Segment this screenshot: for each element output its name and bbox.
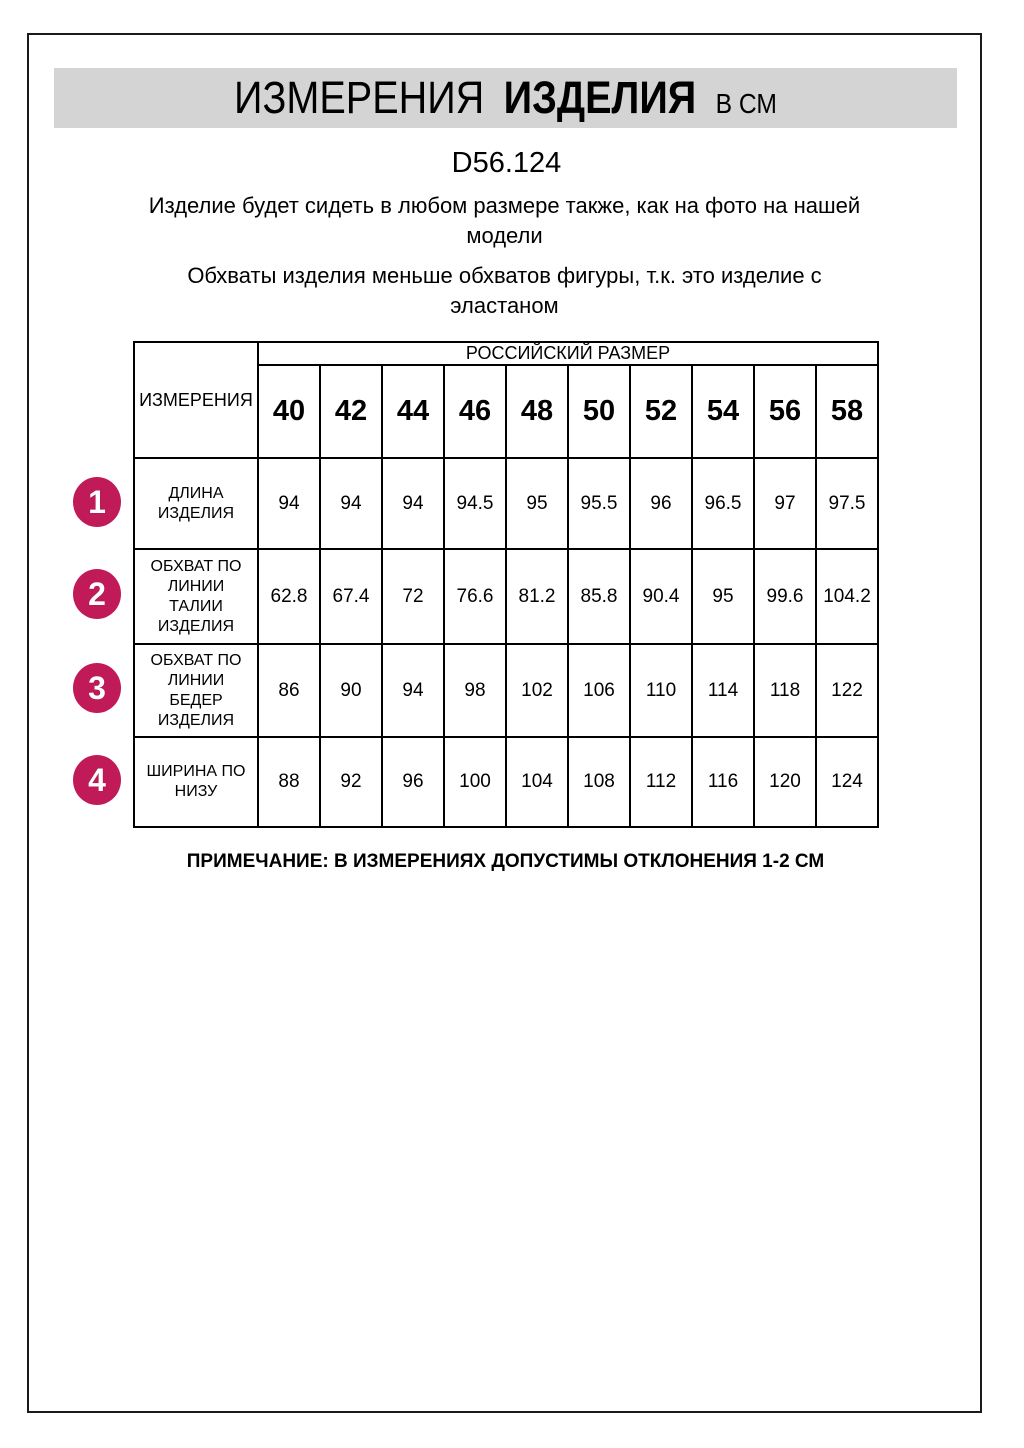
value-cell: 94 bbox=[382, 644, 444, 737]
row-number-badge-3: 3 bbox=[73, 663, 121, 713]
table-row-length bbox=[134, 458, 878, 549]
size-header-46: 46 bbox=[444, 365, 506, 458]
intro-fit-line-1: Изделие будет сидеть в любом размере также, как на фото на нашей bbox=[148, 193, 861, 218]
value-cell: 118 bbox=[754, 644, 816, 737]
row-label-length: ДЛИНА ИЗДЕЛИЯ bbox=[134, 458, 258, 549]
value-cell: 124 bbox=[816, 737, 878, 827]
size-header-56: 56 bbox=[754, 365, 816, 458]
size-header-54: 54 bbox=[692, 365, 754, 458]
model-code: D56.124 bbox=[451, 147, 562, 179]
value-cell: 92 bbox=[320, 737, 382, 827]
value-cell: 85.8 bbox=[568, 549, 630, 644]
value-cell: 94 bbox=[258, 458, 320, 549]
value-cell: 96.5 bbox=[692, 458, 754, 549]
value-cell: 110 bbox=[630, 644, 692, 737]
page-title bbox=[234, 72, 777, 124]
value-cell: 122 bbox=[816, 644, 878, 737]
value-cell: 95 bbox=[692, 549, 754, 644]
table-row-hip-girth bbox=[134, 644, 878, 737]
value-cell: 112 bbox=[630, 737, 692, 827]
value-cell: 116 bbox=[692, 737, 754, 827]
value-cell: 98 bbox=[444, 644, 506, 737]
intro-paragraph-elastane bbox=[132, 261, 877, 321]
title-word-izdeliya: ИЗДЕЛИЯ bbox=[503, 72, 697, 123]
row-label-hip-girth: ОБХВАТ ПО ЛИНИИ БЕДЕР ИЗДЕЛИЯ bbox=[134, 644, 258, 737]
value-cell: 94.5 bbox=[444, 458, 506, 549]
row-number-badge-4: 4 bbox=[73, 755, 121, 805]
value-cell: 114 bbox=[692, 644, 754, 737]
title-bar bbox=[54, 68, 957, 128]
value-cell: 81.2 bbox=[506, 549, 568, 644]
table-corner-header: ИЗМЕРЕНИЯ bbox=[134, 342, 258, 458]
table-row-bottom-width bbox=[134, 737, 878, 827]
value-cell: 95.5 bbox=[568, 458, 630, 549]
size-header-42: 42 bbox=[320, 365, 382, 458]
tolerance-note: ПРИМЕЧАНИЕ: В ИЗМЕРЕНИЯХ ДОПУСТИМЫ ОТКЛОНЕНИЯ 1-2 СМ bbox=[186, 851, 825, 872]
intro-paragraph-fit bbox=[132, 191, 877, 251]
value-cell: 97.5 bbox=[816, 458, 878, 549]
value-cell: 108 bbox=[568, 737, 630, 827]
value-cell: 72 bbox=[382, 549, 444, 644]
value-cell: 94 bbox=[382, 458, 444, 549]
size-header-58: 58 bbox=[816, 365, 878, 458]
table-group-header: РОССИЙСКИЙ РАЗМЕР bbox=[258, 342, 878, 365]
row-number-badge-1: 1 bbox=[73, 477, 121, 527]
value-cell: 96 bbox=[382, 737, 444, 827]
value-cell: 120 bbox=[754, 737, 816, 827]
size-table bbox=[133, 341, 879, 828]
value-cell: 102 bbox=[506, 644, 568, 737]
value-cell: 99.6 bbox=[754, 549, 816, 644]
value-cell: 90.4 bbox=[630, 549, 692, 644]
value-cell: 88 bbox=[258, 737, 320, 827]
table-row-waist-girth bbox=[134, 549, 878, 644]
value-cell: 94 bbox=[320, 458, 382, 549]
value-cell: 97 bbox=[754, 458, 816, 549]
value-cell: 104.2 bbox=[816, 549, 878, 644]
title-word-izmereniya: ИЗМЕРЕНИЯ bbox=[234, 72, 485, 123]
value-cell: 90 bbox=[320, 644, 382, 737]
value-cell: 86 bbox=[258, 644, 320, 737]
value-cell: 76.6 bbox=[444, 549, 506, 644]
value-cell: 100 bbox=[444, 737, 506, 827]
value-cell: 104 bbox=[506, 737, 568, 827]
value-cell: 67.4 bbox=[320, 549, 382, 644]
size-header-52: 52 bbox=[630, 365, 692, 458]
value-cell: 95 bbox=[506, 458, 568, 549]
intro-elastane-line-1: Обхваты изделия меньше обхватов фигуры, т.к. это изделие с bbox=[187, 263, 822, 288]
size-header-48: 48 bbox=[506, 365, 568, 458]
row-label-waist-girth: ОБХВАТ ПО ЛИНИИ ТАЛИИ ИЗДЕЛИЯ bbox=[134, 549, 258, 644]
value-cell: 106 bbox=[568, 644, 630, 737]
value-cell: 62.8 bbox=[258, 549, 320, 644]
intro-elastane-line-2: эластаном bbox=[450, 293, 559, 318]
size-header-50: 50 bbox=[568, 365, 630, 458]
value-cell: 96 bbox=[630, 458, 692, 549]
row-number-badge-2: 2 bbox=[73, 569, 121, 619]
title-units-suffix: В СМ bbox=[715, 88, 777, 119]
size-header-44: 44 bbox=[382, 365, 444, 458]
size-header-40: 40 bbox=[258, 365, 320, 458]
row-label-bottom-width: ШИРИНА ПО НИЗУ bbox=[134, 737, 258, 827]
intro-fit-line-2: модели bbox=[466, 223, 543, 248]
